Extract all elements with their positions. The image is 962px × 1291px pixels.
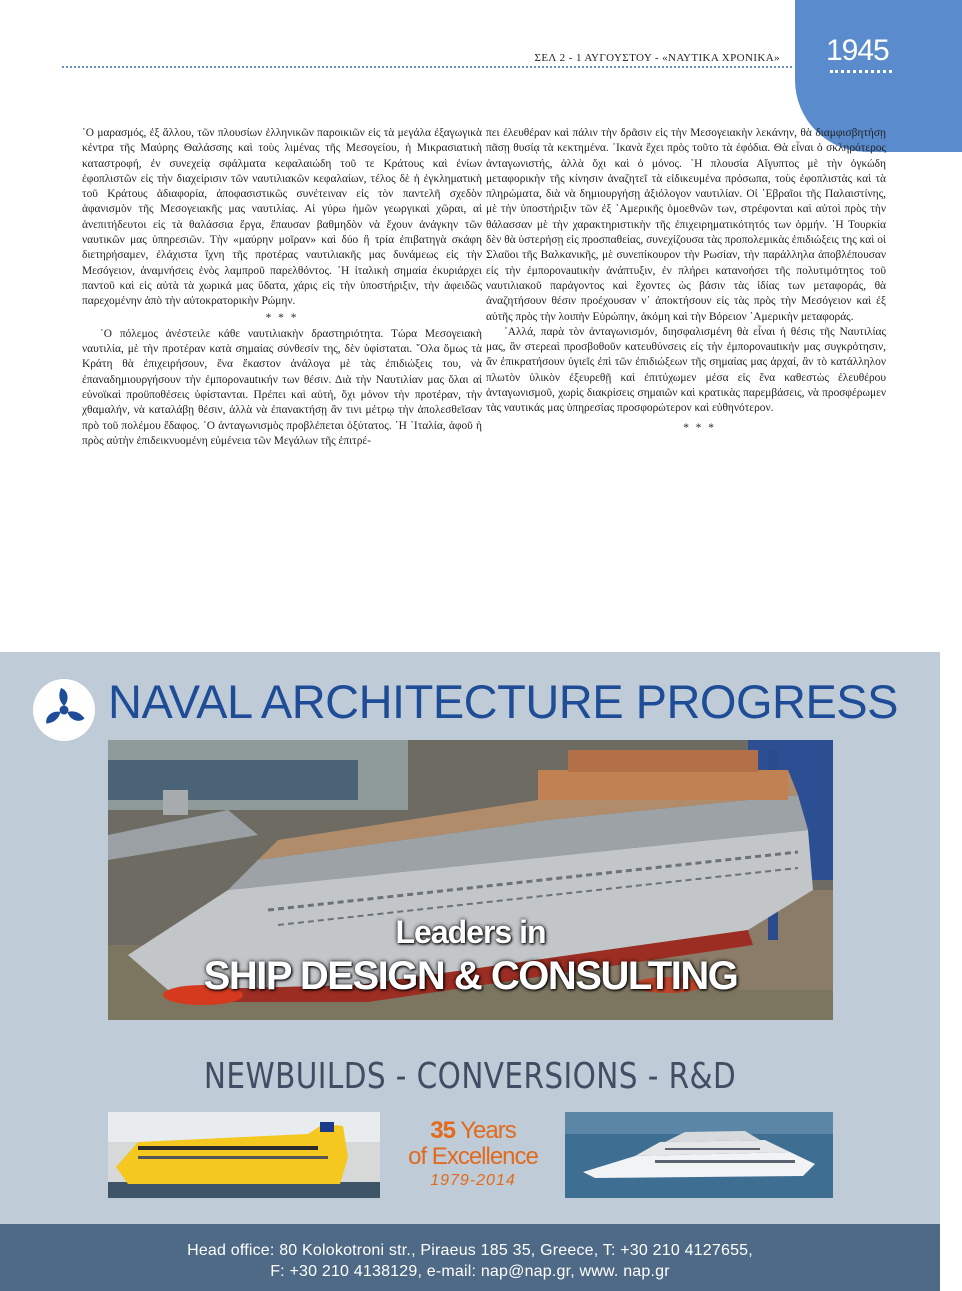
year-dots-divider — [830, 70, 892, 73]
section-separator: * * * — [683, 421, 716, 434]
slogan-line-1: Leaders in — [395, 914, 546, 950]
header-divider — [62, 66, 792, 68]
shipyard-photo — [108, 740, 833, 1020]
ship-propeller-logo-icon — [33, 679, 95, 741]
contact-line-1: Head office: 80 Kolokotroni str., Piraeus 185 35, Greece, T: +30 210 4127655, — [187, 1242, 753, 1259]
ferry-photo — [108, 1112, 380, 1198]
advertisement[interactable] — [0, 652, 940, 1291]
page-year: 1945 — [826, 34, 889, 67]
article-right-column — [486, 126, 886, 437]
services-tagline: NEWBUILDS - CONVERSIONS - R&D — [203, 1056, 737, 1097]
ad-title: NAVAL ARCHITECTURE PROGRESS — [108, 675, 898, 728]
article-left-column — [82, 126, 482, 449]
slogan-line-2: SHIP DESIGN & CONSULTING — [203, 954, 738, 998]
yacht-photo — [565, 1112, 833, 1198]
article-paragraph: ῾Ο πόλεμος ἀνέστειλε κάθε ναυτιλιακὴν δραστηριότητα. Τώρα Μεσογειακὴ ναυτιλία, μὲ τὴν προτέραν κατὰ σημαίας σύνθεσίν της, δὲν ὑφίσταται. ῞Ολα ὅμως τὰ Κράτη θὰ ἐπιχειρήσουν, ἕνα ἕκαστον ἀνάλογα μὲ τὰς ἐπιδιώξεις του, νὰ ἐπαναδημιουργήσουν τὴν ἐμπορονautικήν των θέσιν. Διὰ τὴν Ναυτιλίαν μας ὅλαι αἱ εὐνοϊκαὶ προϋποθέσεις ὑφίστανται. Πρέπει καὶ αὐτή, ὄχι μόνον τὴν προτέραν, τὴν χθαμαλήν, νὰ καταλάβῃ θέσιν, ἀλλὰ νὰ ἐπανακτήσῃ ἂν τινι μέτρῳ τὴν ἀπολεσθεῖσαν πρὸ τοῦ πολέμου ἔδαφος. ῾Ο ἀνταγωνισμὸς προβλέπεται ὀξύτατος. ῾Η ᾿Ιταλία, ἀφοῦ ἡ πρὸς αὐτὴν ἐπιδεικνυομένη εὐμένεια τῶν Μεγάλων τῆς ἐπιτρέ- — [82, 327, 482, 447]
article-paragraph: ῾Ο μαρασμός, ἐξ ἄλλου, τῶν πλουσίων ἑλληνικῶν παροικιῶν εἰς τὰ μεγάλα ἐξαγωγικὰ κέντρα τῆς Μαύρης Θαλάσσης καὶ τοὺς λιμένας τῆς Μεσογείου, ἡ Μικρασιατικὴ καταστροφή, ἐν συνεχείᾳ σφάλματα κεφαλαιώδη τοῦ τε Κράτους καὶ ἐνίων ἐφοπλιστῶν εἰς τὴν διαχείρισιν τῶν ναυτιλιακῶν κεφαλαίων, τέλος δὲ ἡ ἐγκληματικὴ τοῦ Κράτους ἀδιαφορία, ἀποφασιστικῶς συνέτειναν εἰς τὸν παντελῆ σχεδὸν ἀφανισμὸν τῆς Μεσογειακῆς μας ναυτιλίας. Αἱ γύρω ἡμῶν γεωργικαὶ χῶραι, αἱ ἀνεπιτήδευτοι εἰς τὰ θαλάσσια ἔργα, ἔπαυσαν βαθμηδὸν νὰ ἔχουν ἀνάγκην τῶν ναυτικῶν μας ὑπηρεσιῶν. Τὴν «μαύρην μοῖραν» καὶ δύο ἢ τρία ἐπιβατηγὰ σκάφη διετηρήσαμεν, ἐλάχιστα ἴχνη τῆς προτέρας ναυτιλιακῆς μας δυνάμεως εἰς τὴν Μεσόγειον, ἀναμνήσεις ἑνὸς λαμπροῦ παρελθόντος. ῾Η ἰταλικὴ σημαία ἐκυριάρχει παντοῦ καὶ εἰς αὐτὰ τὰ χωρικά μας ὕδατα, χάρις εἰς τὴν ὑποστήριξιν, τὴν ἀφειδῶς παρεχομένην ἀπὸ τὴν αὐτοκρατορικὴν Ρώμην. — [82, 127, 482, 308]
running-head: ΣΕΛ 2 - 1 ΑΥΓΟΥΣΤΟΥ - «ΝΑΥΤΙΚΑ ΧΡΟΝΙΚΑ» — [534, 52, 780, 64]
anniversary-badge — [388, 1118, 558, 1190]
contact-line-2[interactable]: F: +30 210 4138129, e-mail: nap@nap.gr, www. nap.gr — [270, 1263, 670, 1280]
anniversary-years-word: Years — [460, 1117, 516, 1144]
anniversary-period: 1979-2014 — [430, 1172, 516, 1189]
anniversary-number: 35 — [430, 1117, 455, 1144]
article-paragraph: πει ἐλευθέραν καὶ πάλιν τὴν δρᾶσιν εἰς τὴν Μεσογειακὴν λεκάνην, θὰ διαμφισβητήσῃ πᾶσῃ θυσίᾳ τὰ κεκτημένα. ῾Ικανὰ ἔχει πρὸς τοῦτο τὰ ἐφόδια. Θὰ εἶναι ὁ σκληρότερος ἀνταγωνιστής, ἀλλὰ ὄχι καὶ ὁ μόνος. ῾Η πλουσία Αἴγυπτος μὲ τὴν ὀγκώδη μεταφορικὴν τῆς κίνησιν ἀναζητεῖ τὰ εἰδικευμένα πρόσωπα, τοὺς ἐφοπλιστὰς καὶ τὰ πληρώματα, διὰ νὰ δημιουργήσῃ ἀξιόλογον ναυτιλίαν. Οἱ ῾Εβραῖοι τῆς Παλαιστίνης, μὲ τὴν ὑποστήριξιν τῶν ἐξ ᾿Αμερικῆς ὁμοεθνῶν των, στρέφονται καὶ αὐτοὶ πρὸς τὴν θάλασσαν μὲ τὴν χαρακτηριστικὴν τῆς ἐπιχειρηματικότητός των ὁρμήν. ῾Η Τουρκία δὲν θὰ ὑστερήσῃ εἰς προσπαθείας, συνεχίζουσα τὰς προπολεμικὰς ἐπιδιώξεις της καὶ οἱ Σλαῦοι τῆς Βαλκανικῆς, μὲ συνεπίκουρον τὴν Ρωσίαν, τὴν παράλληλα ἀποβλέπουσαν εἰς τὴν ἐμπορονautικὴν ἀνάπτυξιν, ἐν πλήρει κατανοήσει τῆς πολυτιμότητος τοῦ ναυτιλιακοῦ παράγοντος καὶ ἔχοντες ὡς βάσιν τὰς ἰδίας των μεταφοράς, θὰ ἀναζητήσουν θέσιν προέχουσαν ν᾿ ἀποκτήσουν εἰς τὰς πρὸς τὴν Μεσόγειον καὶ ἐξ αὐτῆς πρὸς τὴν λοιπὴν Εὐρώπην, ἀκόμη καὶ τὴν Βόρειον ᾿Αμερικὴν μεταφοράς. — [486, 127, 886, 323]
article-paragraph: ᾿Αλλά, παρὰ τὸν ἀνταγωνισμόν, διησφαλισμένη θὰ εἶναι ἡ θέσις τῆς Ναυτιλίας μας, ἂν στερεαὶ προσβοθοῦν κατευθύνσεις εἰς τὴν ἐμπορονautικήν μας συγκρότησιν, ἂν ἐπικρατήσουν ὑγιεῖς ἐπὶ τῶν ἐπιδιώξεων τῆς σημαίας μας ἀρχαί, ἂν τὸ κατάλληλον πλωτὸν ὑλικὸν ἐξευρεθῇ καὶ ἐπιτύχωμεν μέσα εἰς ἕνα καθεστὼς ἐλευθέρου ἀνταγωνισμοῦ, χωρὶς διακρίσεις σημαιῶν καὶ κρατικὰς παρεμβάσεις, νὰ προσφέρωμεν τὰς ναυτικάς μας ὑπηρεσίας προσφορώτερον καὶ εὐθηνότερον. — [486, 325, 886, 415]
section-separator: * * * — [265, 311, 299, 324]
anniversary-line-2: of Excellence — [408, 1143, 538, 1170]
